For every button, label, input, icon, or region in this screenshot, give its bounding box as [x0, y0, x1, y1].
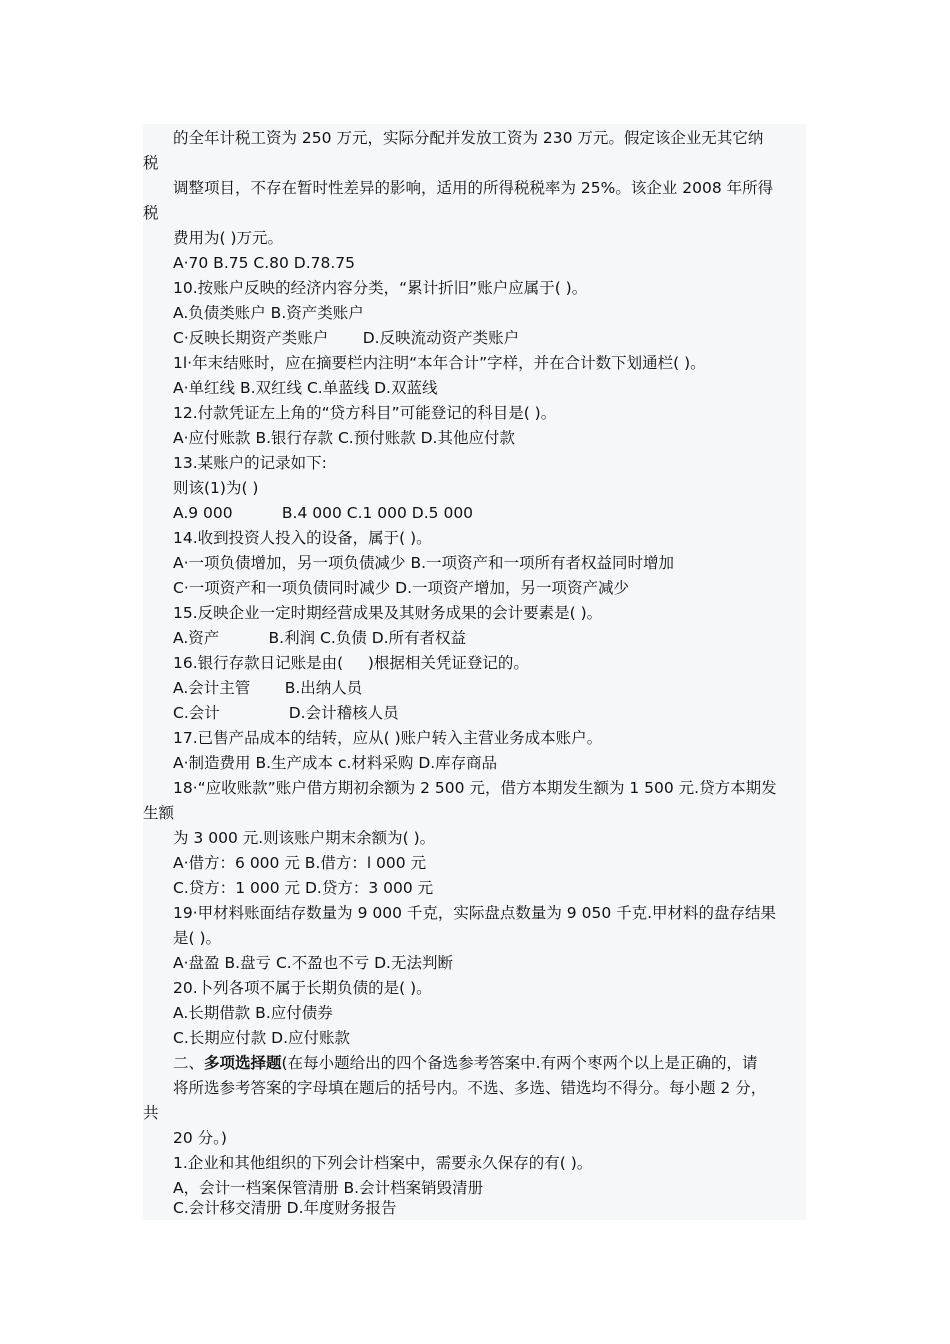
text-line: C·反映长期资产类账户 D.反映流动资产类账户 — [173, 329, 520, 347]
text-line: 20 分。) — [173, 1129, 227, 1147]
text-line: 19·甲材料账面结存数量为 9 000 千克，实际盘点数量为 9 050 千克.甲材料的盘存结果 — [173, 904, 777, 922]
text-line: C.贷方：1 000 元 D.贷方：3 000 元 — [173, 879, 434, 897]
text-line: 的全年计税工资为 250 万元，实际分配并发放工资为 230 万元。假定该企业无其它纳 — [173, 129, 764, 147]
text-line: 为 3 000 元.则该账户期末余额为( )。 — [173, 829, 436, 847]
text-line: A·单红线 B.双红线 C.单蓝线 D.双蓝线 — [173, 379, 438, 397]
text-line: 则该(1)为( ) — [173, 479, 259, 497]
text-line: 14.收到投资人投入的设备，属于( )。 — [173, 529, 432, 547]
text-line: 17.已售产品成本的结转，应从( )账户转入主营业务成本账户。 — [173, 729, 603, 747]
text-line: A.9 000 B.4 000 C.1 000 D.5 000 — [173, 504, 474, 522]
text-line: 10.按账户反映的经济内容分类，“累计折旧”账户应属于( )。 — [173, 279, 588, 297]
section-title: 多项选择题 — [204, 1054, 282, 1072]
text-line: 16.银行存款日记账是由( )根据相关凭证登记的。 — [173, 654, 529, 672]
text-line: 将所选参考答案的字母填在题后的括号内。不选、多选、错选均不得分。每小题 2 分， — [173, 1079, 767, 1097]
text-line: C.长期应付款 D.应付账款 — [173, 1029, 351, 1047]
text-line: A.会计主管 B.出纳人员 — [173, 679, 363, 697]
section-heading-line — [173, 1053, 758, 1073]
text-line: 15.反映企业一定时期经营成果及其财务成果的会计要素是( )。 — [173, 604, 603, 622]
text-line: 费用为( )万元。 — [173, 229, 284, 247]
text-line: A·70 B.75 C.80 D.78.75 — [173, 254, 356, 272]
text-line: A·盘盈 B.盘亏 C.不盈也不亏 D.无法判断 — [173, 954, 453, 972]
text-line: C.会计 D.会计稽核人员 — [173, 704, 399, 722]
text-line: C·一项资产和一项负债同时减少 D.一项资产增加，另一项资产减少 — [173, 579, 630, 597]
text-line: A·制造费用 B.生产成本 c.材料采购 D.库存商品 — [173, 754, 498, 772]
text-line: A.长期借款 B.应付债券 — [173, 1004, 333, 1022]
text-line: 13.某账户的记录如下: — [173, 454, 327, 472]
document-page — [143, 124, 806, 1220]
text-line: C.会计移交清册 D.年度财务报告 — [173, 1199, 397, 1217]
text-line: 税 — [143, 154, 159, 172]
text-line: 1.企业和其他组织的下列会计档案中，需要永久保存的有( )。 — [173, 1154, 593, 1172]
text-line: 税 — [143, 204, 159, 222]
text-line: A·一项负债增加，另一项负债减少 B.一项资产和一项所有者权益同时增加 — [173, 554, 675, 572]
text-line: A·借方：6 000 元 B.借方：l 000 元 — [173, 854, 427, 872]
text-line: 生额 — [143, 804, 175, 822]
text-line: A.资产 B.利润 C.负债 D.所有者权益 — [173, 629, 467, 647]
text-line: 18·“应收账款”账户借方期初余额为 2 500 元，借方本期发生额为 1 500 元.贷方本期发 — [173, 779, 777, 797]
text-line: 是( )。 — [173, 929, 222, 947]
text-line: 12.付款凭证左上角的“贷方科目”可能登记的科目是( )。 — [173, 404, 557, 422]
section-number: 二、 — [173, 1054, 205, 1072]
text-line: 共 — [143, 1104, 159, 1122]
text-line: 20.卜列各项不属于长期负债的是( )。 — [173, 979, 432, 997]
text-line: 调整项目，不存在暂时性差异的影响，适用的所得税税率为 25%。该企业 2008 年所得 — [173, 179, 774, 197]
text-line: 1l·年末结账时，应在摘要栏内注明“本年合计”字样，并在合计数下划通栏( )。 — [173, 354, 706, 372]
text-line: A·应付账款 B.银行存款 C.预付账款 D.其他应付款 — [173, 429, 515, 447]
section-instructions: (在每小题给出的四个备选参考答案中.有两个枣两个以上是正确的，请 — [281, 1054, 758, 1072]
text-line: A.负债类账户 B.资产类账户 — [173, 304, 364, 322]
text-line: A，会计一档案保管清册 B.会计档案销毁清册 — [173, 1179, 484, 1197]
